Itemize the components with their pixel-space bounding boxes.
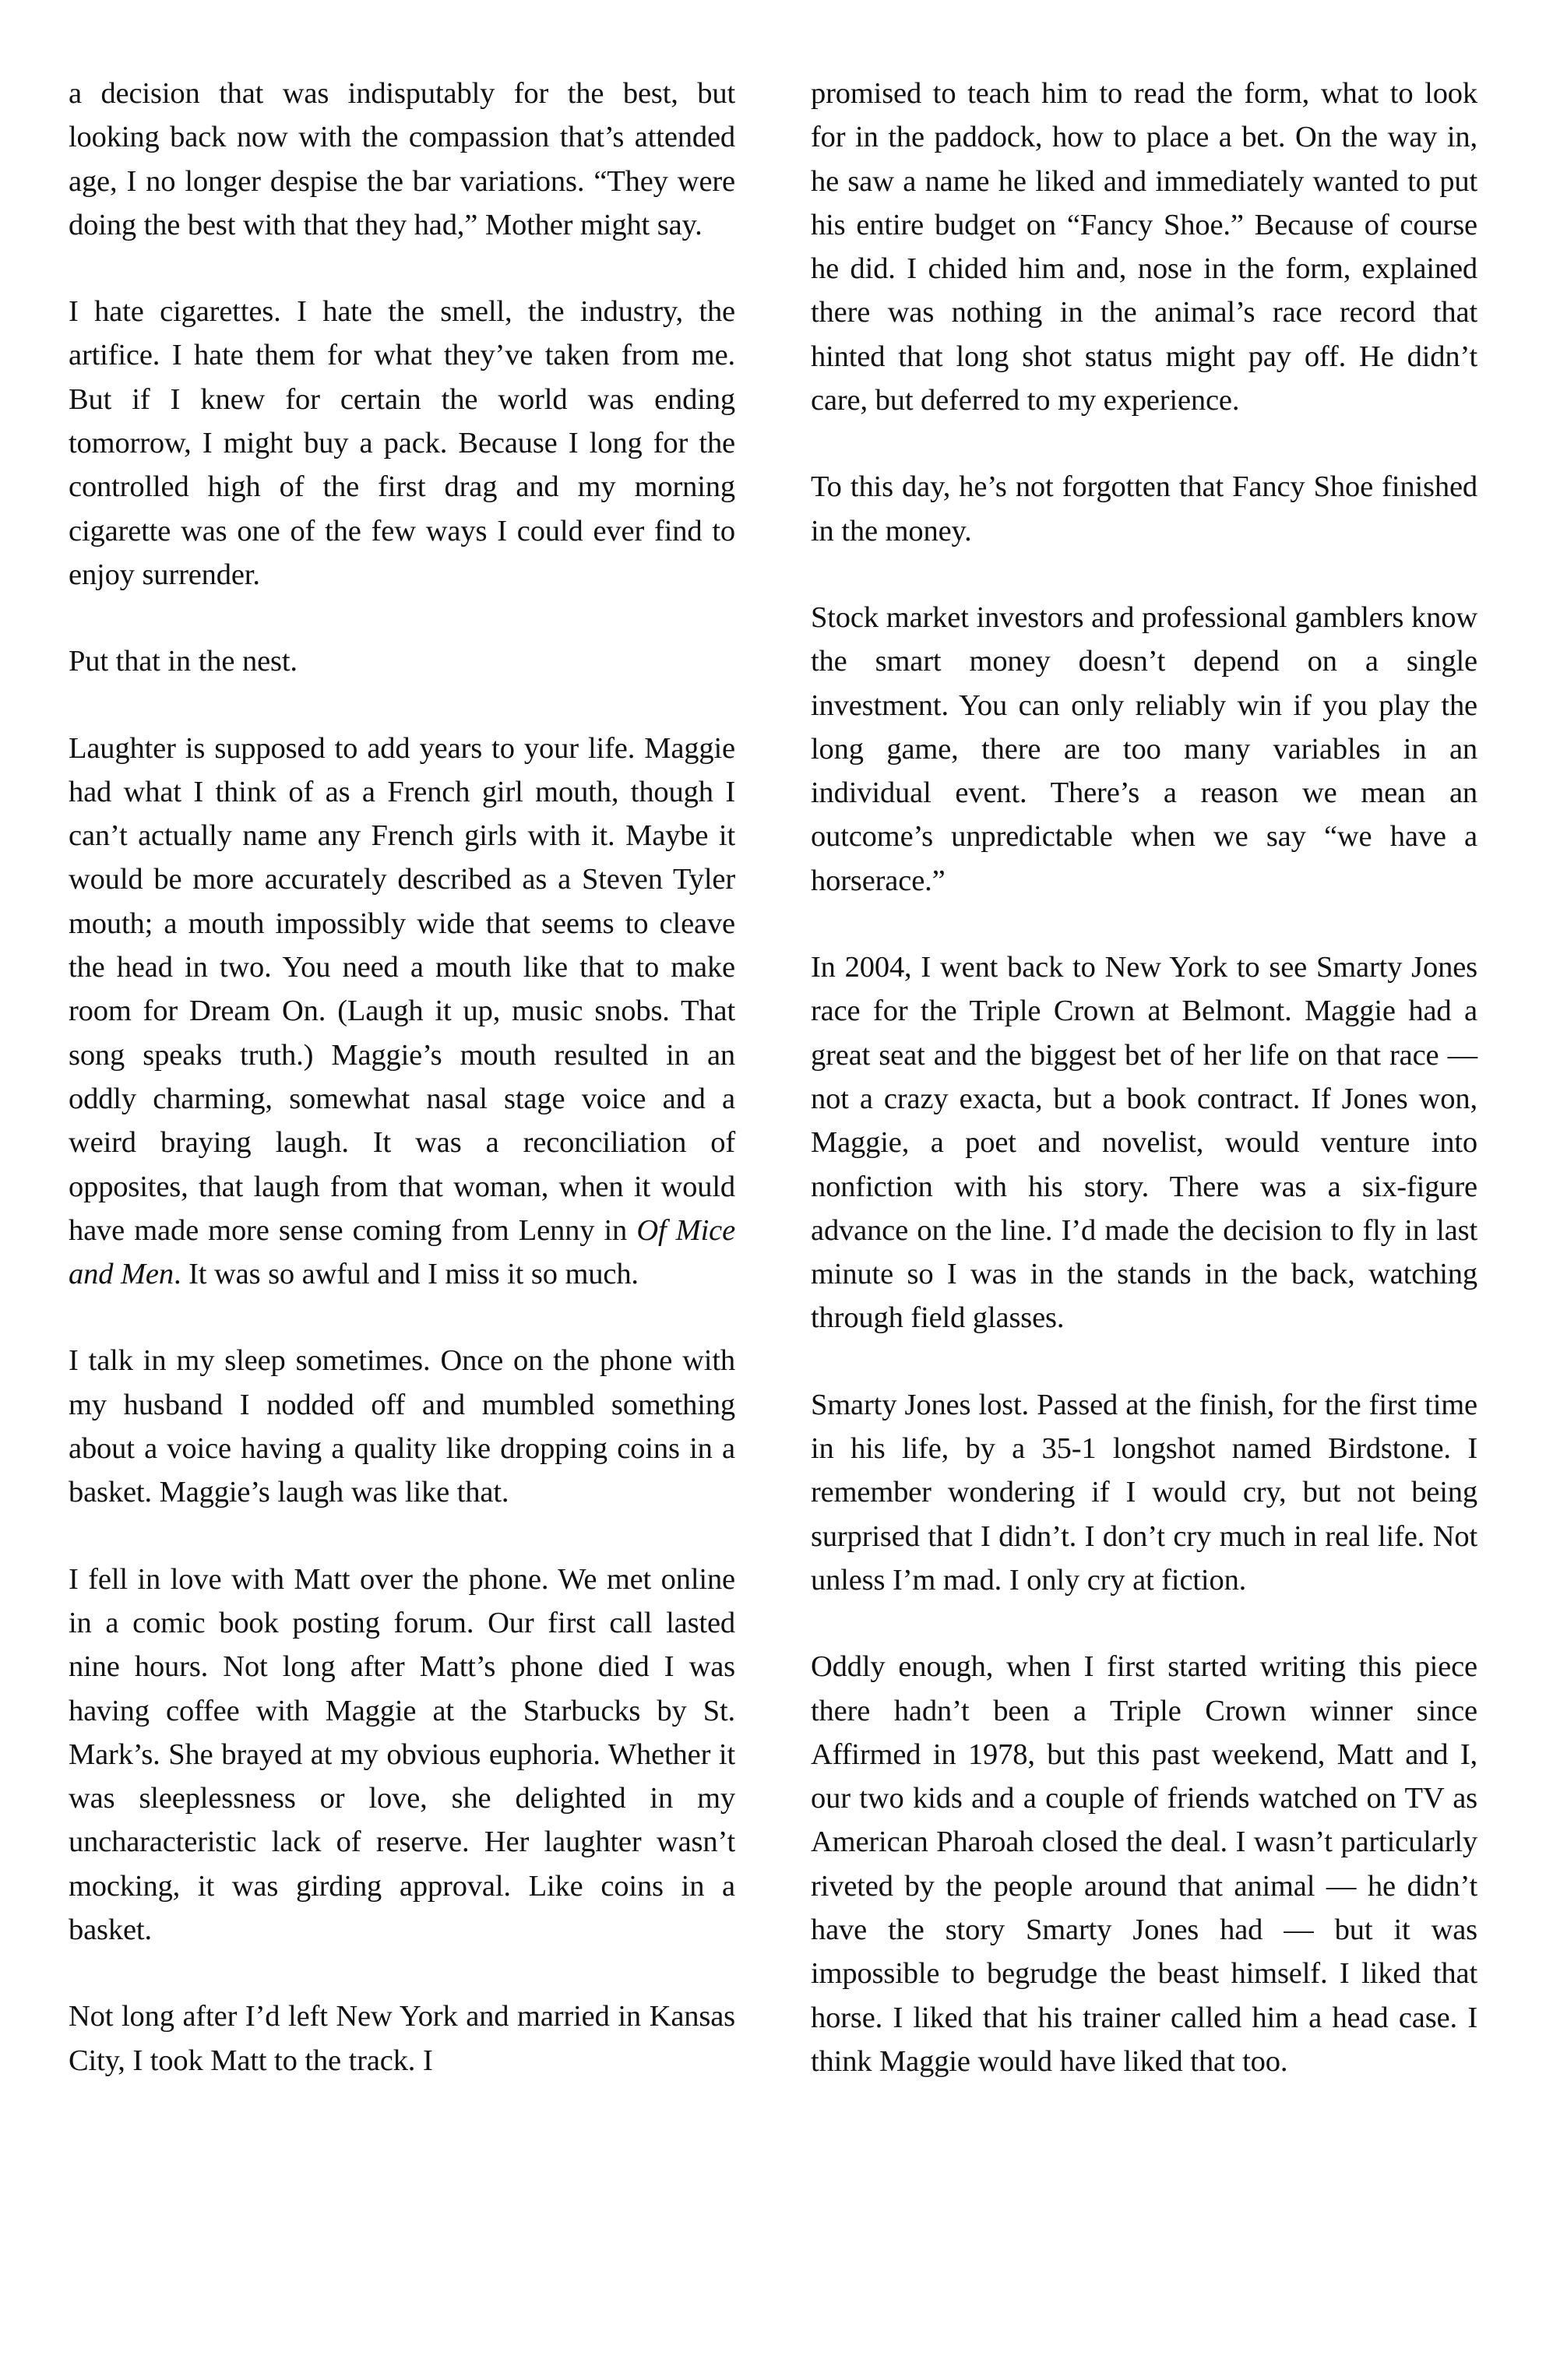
right-text-column (811, 72, 1477, 2083)
paragraph-fancy-shoe: promised to teach him to read the form, what to look for in the paddock, how to place a bet. On the way in, he saw a name he liked and immediately wanted to put his entire budget on “Fancy Shoe.” Because of course he did. I chided him and, nose in the form, explained there was nothing in the animal’s race record that hinted that long shot status might pay off. He didn’t care, but deferred to my experience. (811, 77, 1477, 417)
book-title-of-mice-and-men: Of Mice and Men (69, 1213, 736, 1291)
paragraph-2004-belmont: In 2004, I went back to New York to see Smarty Jones race for the Triple Crown at Belmont. Maggie had a great seat and the biggest bet of her life on that race — not a crazy exacta, but a book contract. If Jones won, Maggie, a poet and novelist, would venture into nonfiction with his story. There was a six-figure advance on the line. I’d made the decision to fly in last minute so I was in the stands in the back, watching through field glasses. (811, 951, 1477, 1335)
paragraph-kansas-city: Not long after I’d left New York and married in Kansas City, I took Matt to the track. I (69, 2000, 735, 2077)
paragraph-bar-variations: a decision that was indisputably for the best, but looking back now with the compassion that’s attended age, I no longer despise the bar variations. “They were doing the best with that they had,” Mother might say. (69, 77, 735, 241)
two-column-text-body (69, 72, 1477, 2333)
paragraph-cigarettes: I hate cigarettes. I hate the smell, the industry, the artifice. I hate them for what they’ve taken from me. But if I knew for certain the world was ending tomorrow, I might buy a pack. Because I long for the controlled high of the first drag and my morning cigarette was one of the few ways I could ever find to enjoy surrender. (69, 295, 735, 591)
paragraph-sleep-talk: I talk in my sleep sometimes. Once on the phone with my husband I nodded off and mumbled something about a voice having a quality like dropping coins in a basket. Maggie’s laugh was like that. (69, 1344, 735, 1509)
paragraph-stock-market: Stock market investors and professional gamblers know the smart money doesn’t depend on a single investment. You can only reliably win if you play the long game, there are too many variables in an individual event. There’s a reason we mean an outcome’s unpredictable when we say “we have a horserace.” (811, 600, 1477, 897)
paragraph-american-pharoah: Oddly enough, when I first started writing this piece there hadn’t been a Triple Crown winner since Affirmed in 1978, but this past weekend, Matt and I, our two kids and a couple of friends watched on TV as American Pharoah closed the deal. I wasn’t particularly riveted by the people around that animal — he didn’t have the story Smarty Jones had — but it was impossible to begrudge the beast himself. I liked that horse. I liked that his trainer called him a head case. I think Maggie would have liked that too. (811, 1650, 1477, 2078)
paragraph-birdstone: Smarty Jones lost. Passed at the finish, for the first time in his life, by a 35-1 longshot named Birdstone. I remember wondering if I would cry, but not being surprised that I didn’t. I don’t cry much in real life. Not unless I’m mad. I only cry at fiction. (811, 1388, 1477, 1597)
paragraph-nest: Put that in the nest. (69, 645, 298, 678)
paragraph-laughter-part-2: . It was so awful and I miss it so much. (173, 1258, 639, 1291)
paragraph-laughter (69, 727, 735, 1297)
paragraph-in-the-money: To this day, he’s not forgotten that Fancy Shoe finished in the money. (811, 470, 1477, 547)
paragraph-laughter-part-1: Laughter is supposed to add years to your life. Maggie had what I think of as a French girl mouth, though I can’t actually name any French girls with it. Maybe it would be more accurately described as a Steven Tyler mouth; a mouth impossibly wide that seems to cleave the head in two. You need a mouth like that to make room for Dream On. (Laugh it up, music snobs. That song speaks truth.) Maggie’s mouth resulted in an oddly charming, somewhat nasal stage voice and a weird braying laugh. It was a reconciliation of opposites, that laugh from that woman, when it would have made more sense coming from Lenny in (69, 731, 735, 1247)
paragraph-matt: I fell in love with Matt over the phone. We met online in a comic book posting forum. Our first call lasted nine hours. Not long after Matt’s phone died I was having coffee with Maggie at the Starbucks by St. Mark’s. She brayed at my obvious euphoria. Whether it was sleeplessness or love, she delighted in my uncharacteristic lack of reserve. Her laughter wasn’t mocking, it was girding approval. Like coins in a basket. (69, 1562, 735, 1946)
left-text-column (69, 72, 735, 2082)
